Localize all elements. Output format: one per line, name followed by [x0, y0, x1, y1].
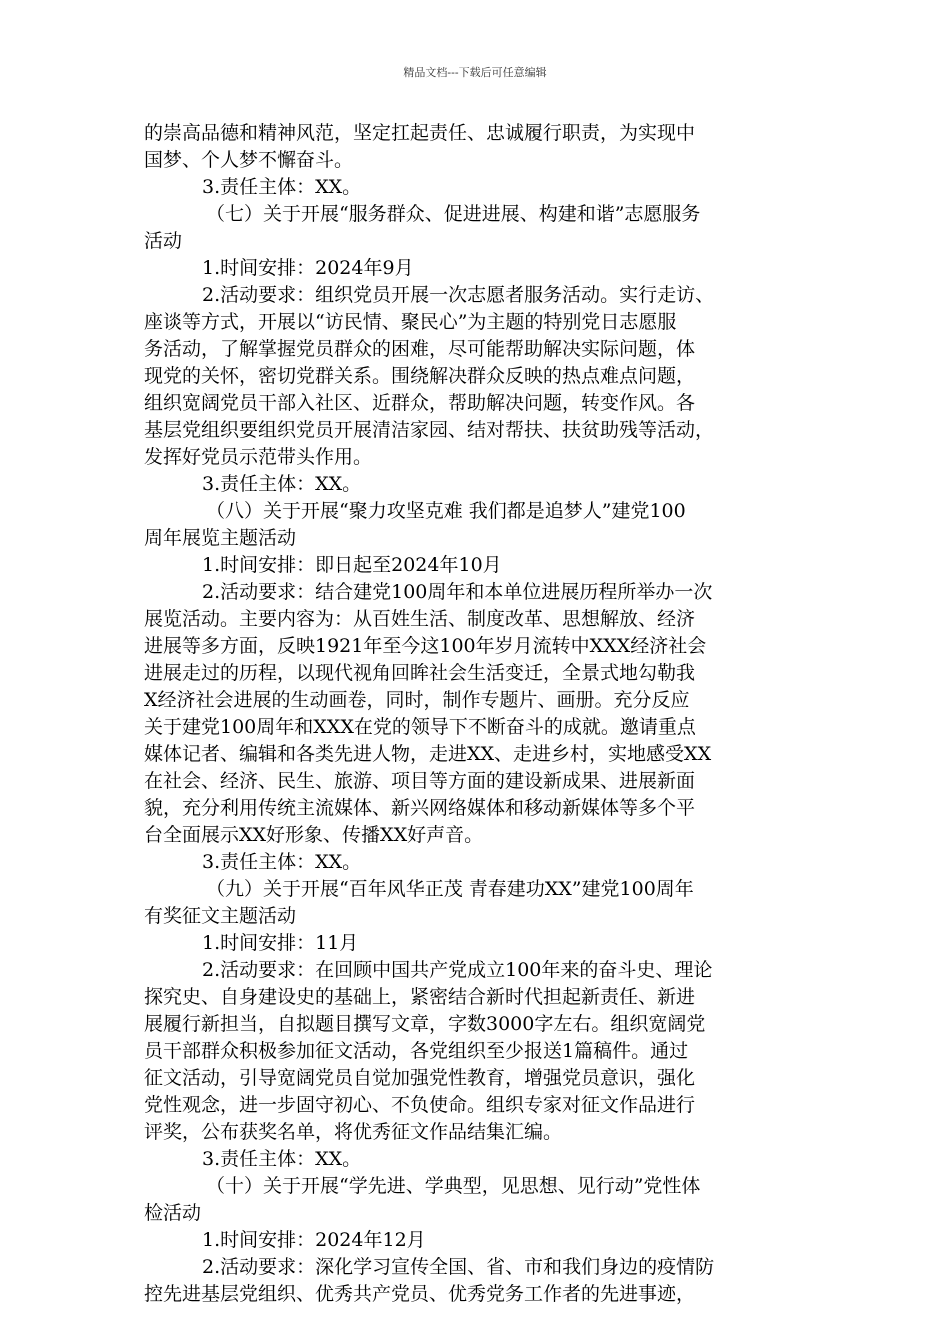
text-line: （九）关于开展“百年风华正茂 青春建功XX”建党100周年	[206, 878, 694, 900]
text-line: 现党的关怀，密切党群关系。围绕解决群众反映的热点难点问题，	[144, 365, 696, 387]
text-line: 貌，充分利用传统主流媒体、新兴网络媒体和移动新媒体等多个平	[144, 797, 696, 819]
document-body	[144, 120, 814, 1308]
text-line: 在社会、经济、民生、旅游、项目等方面的建设新成果、进展新面	[144, 770, 696, 792]
text-line: 员干部群众积极参加征文活动，各党组织至少报送1篇稿件。通过	[144, 1040, 689, 1062]
text-line: 媒体记者、编辑和各类先进人物，走进XX、走进乡村，实地感受XX	[144, 743, 712, 765]
text-line: 活动	[144, 230, 183, 252]
text-line: 3.责任主体：XX。	[202, 176, 362, 198]
text-line: 检活动	[144, 1202, 202, 1224]
text-line: 2.活动要求：组织党员开展一次志愿者服务活动。实行走访、	[202, 284, 715, 306]
text-line: 周年展览主题活动	[144, 527, 297, 549]
text-line: 有奖征文主题活动	[144, 905, 297, 927]
text-line: （八）关于开展“聚力攻坚克难 我们都是追梦人”建党100	[206, 500, 686, 522]
text-line: 控先进基层党组织、优秀共产党员、优秀党务工作者的先进事迹，	[144, 1283, 696, 1305]
text-line: 1.时间安排：即日起至2024年10月	[202, 554, 502, 576]
text-line: 展览活动。主要内容为：从百姓生活、制度改革、思想解放、经济	[144, 608, 696, 630]
text-line: 1.时间安排：2024年9月	[202, 257, 414, 279]
text-line: 评奖，公布获奖名单，将优秀征文作品结集汇编。	[144, 1121, 563, 1143]
text-line: 基层党组织要组织党员开展清洁家园、结对帮扶、扶贫助残等活动，	[144, 419, 715, 441]
text-line: 进展走过的历程，以现代视角回眸社会生活变迁，全景式地勾勒我	[144, 662, 696, 684]
text-line: 的崇高品德和精神风范，坚定扛起责任、忠诚履行职责，为实现中	[144, 122, 696, 144]
text-line: 关于建党100周年和XXX在党的领导下不断奋斗的成就。邀请重点	[144, 716, 696, 738]
text-line: 3.责任主体：XX。	[202, 851, 362, 873]
text-line: 国梦、个人梦不懈奋斗。	[144, 149, 354, 171]
text-line: （七）关于开展“服务群众、促进进展、构建和谐”志愿服务	[206, 203, 701, 225]
text-line: 1.时间安排：11月	[202, 932, 359, 954]
text-line: 3.责任主体：XX。	[202, 473, 362, 495]
text-line: 务活动，了解掌握党员群众的困难，尽可能帮助解决实际问题，体	[144, 338, 696, 360]
text-line: 征文活动，引导宽阔党员自觉加强党性教育，增强党员意识，强化	[144, 1067, 696, 1089]
text-line: 发挥好党员示范带头作用。	[144, 446, 373, 468]
page-header: 精品文档---下载后可任意编辑	[403, 66, 547, 79]
text-line: 探究史、自身建设史的基础上，紧密结合新时代担起新责任、新进	[144, 986, 696, 1008]
text-line: X经济社会进展的生动画卷，同时，制作专题片、画册。充分反应	[144, 689, 690, 711]
text-line: （十）关于开展“学先进、学典型，见思想、见行动”党性体	[206, 1175, 701, 1197]
text-line: 组织宽阔党员干部入社区、近群众，帮助解决问题，转变作风。各	[144, 392, 696, 414]
text-line: 2.活动要求：在回顾中国共产党成立100年来的奋斗史、理论	[202, 959, 713, 981]
text-line: 1.时间安排：2024年12月	[202, 1229, 426, 1251]
text-line: 座谈等方式，开展以“访民情、聚民心”为主题的特别党日志愿服	[144, 311, 677, 333]
text-line: 3.责任主体：XX。	[202, 1148, 362, 1170]
text-line: 2.活动要求：深化学习宣传全国、省、市和我们身边的疫情防	[202, 1256, 715, 1278]
text-line: 党性观念，进一步固守初心、不负使命。组织专家对征文作品进行	[144, 1094, 696, 1116]
text-line: 2.活动要求：结合建党100周年和本单位进展历程所举办一次	[202, 581, 713, 603]
text-line: 进展等多方面，反映1921年至今这100年岁月流转中XXX经济社会	[144, 635, 707, 657]
text-line: 展履行新担当，自拟题目撰写文章，字数3000字左右。组织宽阔党	[144, 1013, 706, 1035]
text-line: 台全面展示XX好形象、传播XX好声音。	[144, 824, 484, 846]
